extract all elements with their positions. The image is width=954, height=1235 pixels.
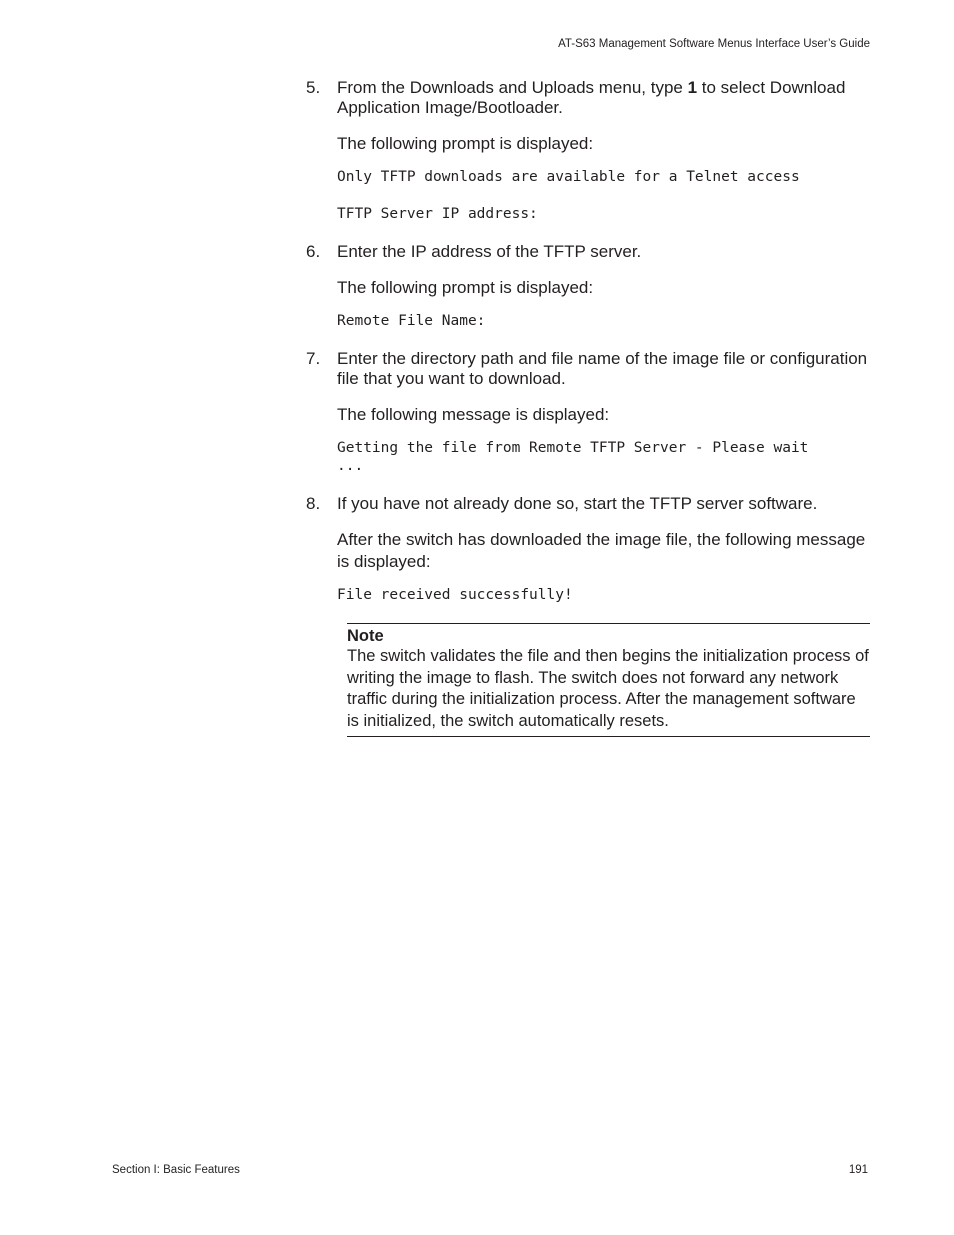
- step-bold-key: 1: [687, 78, 698, 97]
- code-sample: Getting the file from Remote TFTP Server - Please wait ...: [337, 440, 809, 474]
- code-sample: File received successfully!: [337, 587, 573, 603]
- step-8: [306, 494, 870, 514]
- step-text-part: to select Download Application Image/Bootloader.: [337, 78, 846, 117]
- footer-section: Section I: Basic Features: [112, 1164, 240, 1176]
- step-text: If you have not already done so, start the TFTP server software.: [337, 494, 818, 513]
- note-box: [347, 623, 870, 737]
- step-number: 5.: [306, 78, 321, 97]
- paragraph: The following message is displayed:: [337, 405, 610, 424]
- note-body: The switch validates the file and then begins the initialization process of writing the image to flash. The switch does not forward any network traffic during the initialization process. After the management software is initialized, the switch automatically resets.: [347, 647, 869, 730]
- step-number: 7.: [306, 349, 321, 368]
- paragraph: The following prompt is displayed:: [337, 134, 594, 153]
- step-text: Enter the directory path and file name of the image file or configuration file that you want to download.: [337, 349, 868, 388]
- step-7: [306, 349, 870, 389]
- running-header: AT-S63 Management Software Menus Interface User’s Guide: [558, 38, 870, 50]
- page-number: 191: [848, 1164, 868, 1176]
- step-6: [306, 242, 870, 262]
- main-content: [306, 78, 870, 737]
- step-text-part: From the Downloads and Uploads menu, type: [337, 78, 688, 97]
- note-title: Note: [347, 627, 384, 645]
- code-sample: TFTP Server IP address:: [337, 206, 538, 222]
- code-sample: Only TFTP downloads are available for a Telnet access: [337, 169, 800, 185]
- step-number: 6.: [306, 242, 321, 261]
- step-number: 8.: [306, 494, 321, 513]
- paragraph: After the switch has downloaded the image file, the following message is displayed:: [337, 530, 866, 571]
- code-sample: Remote File Name:: [337, 313, 486, 329]
- step-text: [337, 78, 870, 118]
- step-5: [306, 78, 870, 118]
- paragraph: The following prompt is displayed:: [337, 278, 594, 297]
- step-text: Enter the IP address of the TFTP server.: [337, 242, 642, 261]
